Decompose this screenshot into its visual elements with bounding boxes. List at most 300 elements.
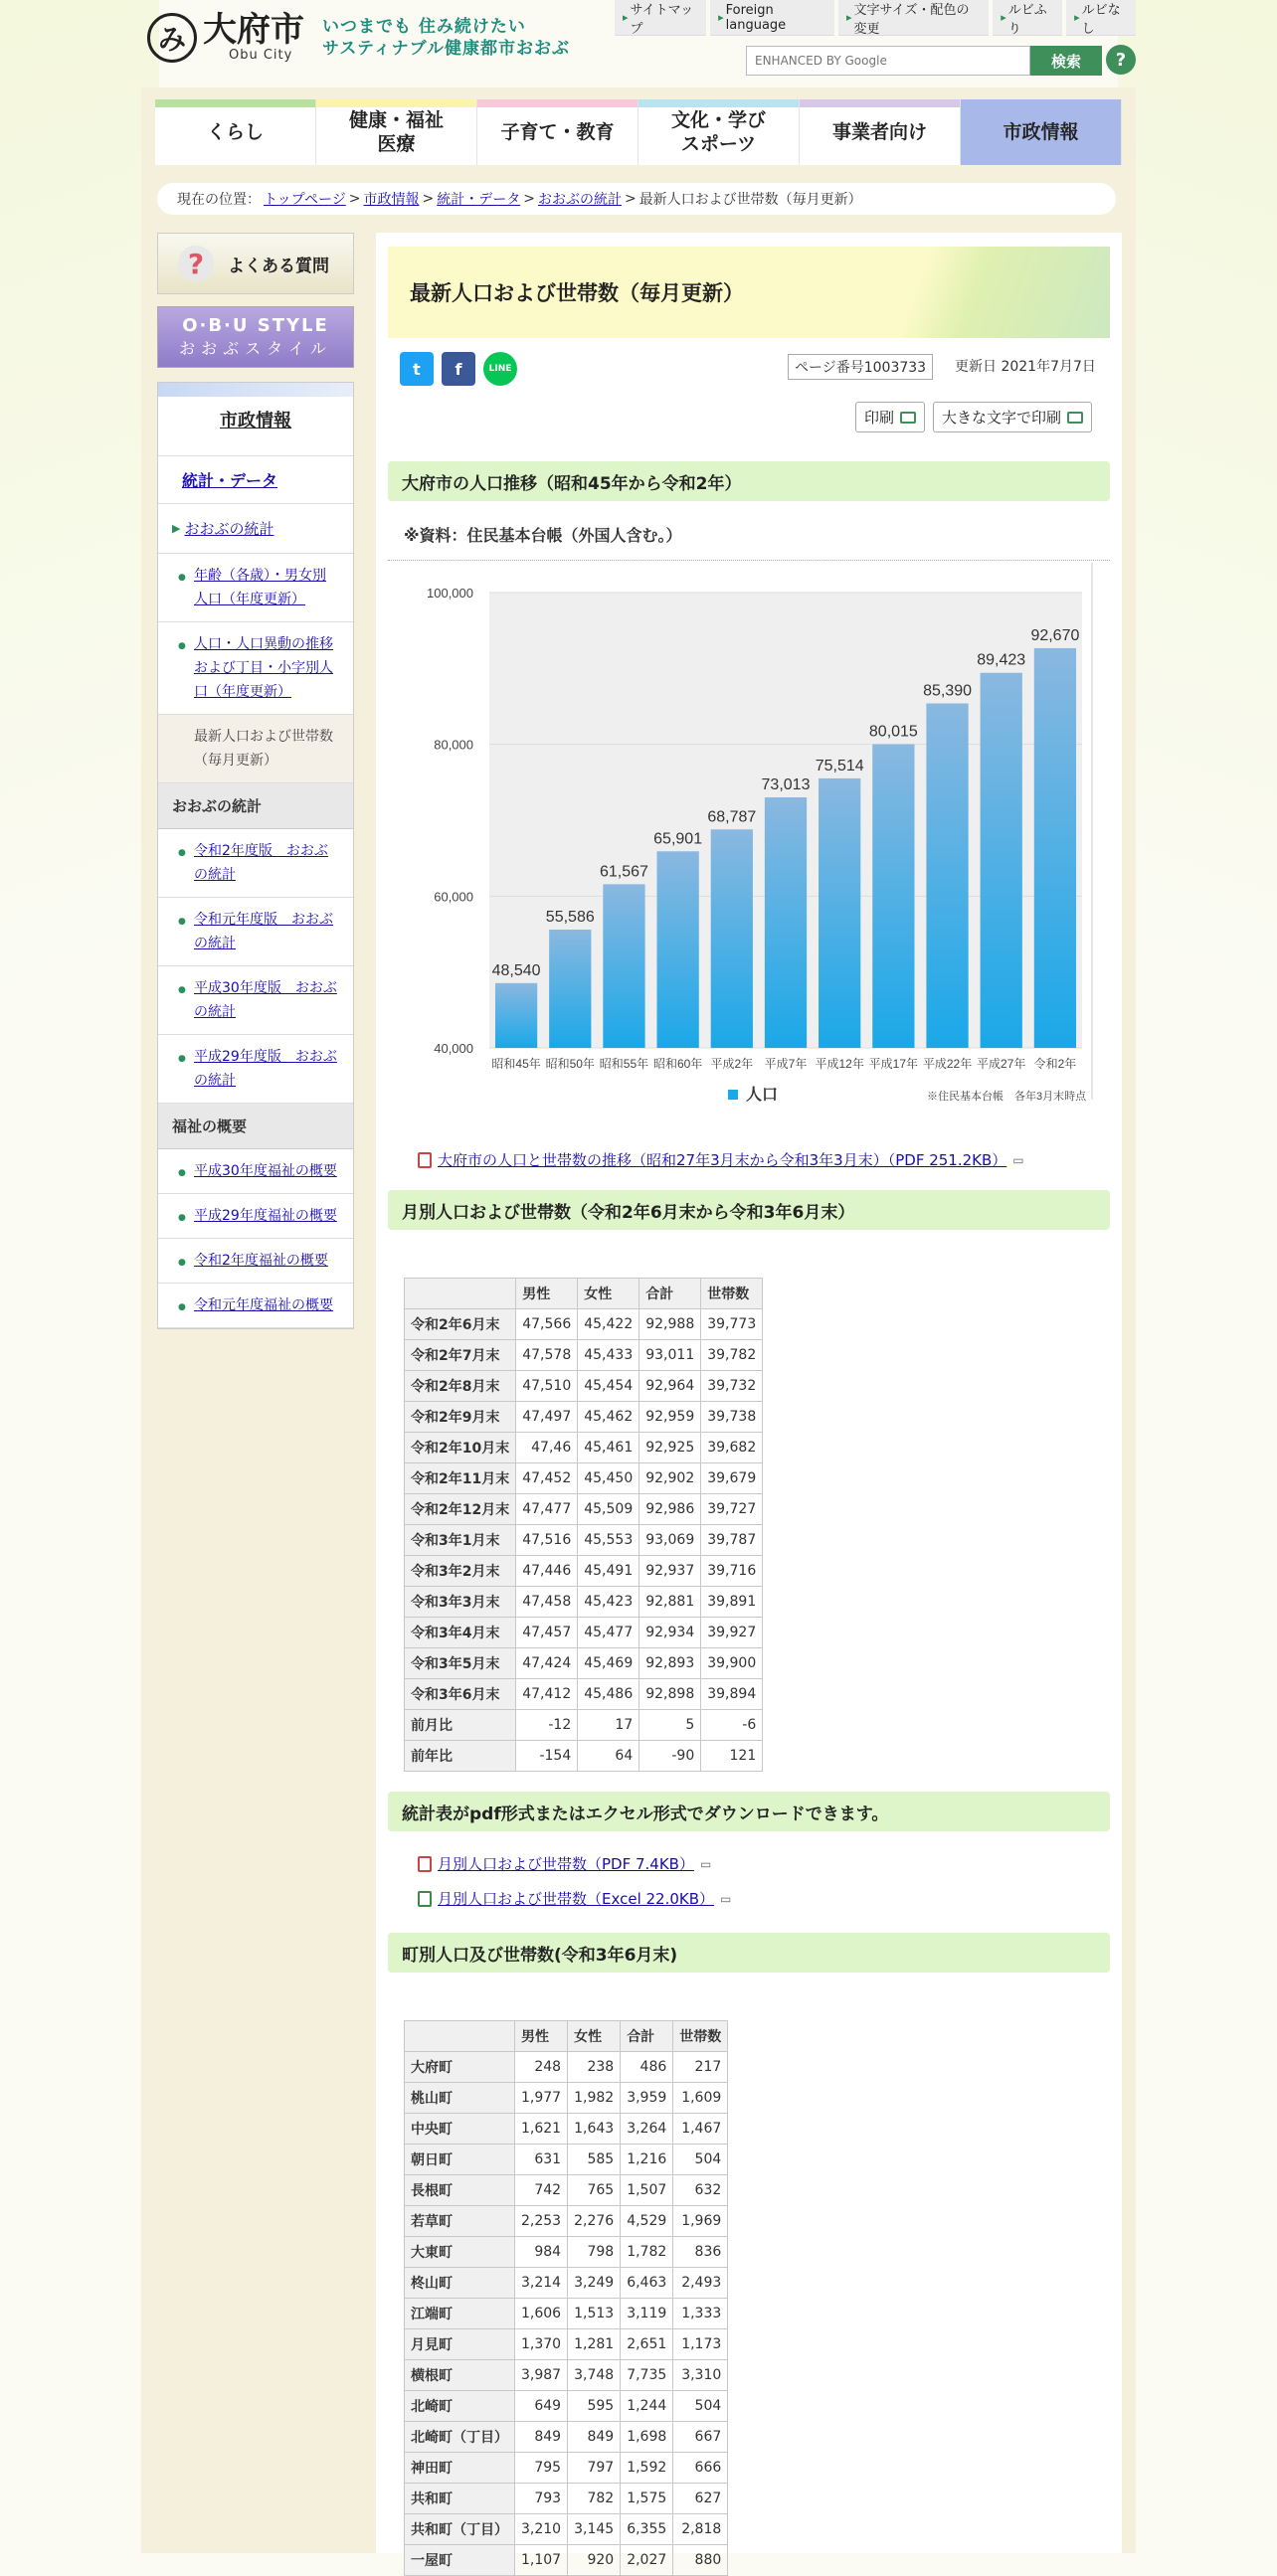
table-cell: 2,651 xyxy=(621,2329,673,2360)
row-header: 令和2年6月末 xyxy=(405,1309,516,1340)
table-cell: -12 xyxy=(516,1710,578,1741)
sidebar-item-welfare-0 xyxy=(158,1149,353,1194)
table-cell: 504 xyxy=(673,2145,728,2175)
gnav-label: 事業者向け xyxy=(831,121,927,143)
row-header: 横根町 xyxy=(405,2360,515,2391)
table-cell: 92,925 xyxy=(639,1433,701,1463)
section-heading: 大府市の人口推移（昭和45年から令和2年） xyxy=(388,461,1110,501)
table-cell: 1,467 xyxy=(673,2114,728,2145)
table-row xyxy=(405,2299,728,2329)
table-cell: 3,264 xyxy=(621,2114,673,2145)
row-header: 神田町 xyxy=(405,2453,515,2484)
row-header: 一屋町 xyxy=(405,2545,515,2576)
table-cell: 45,486 xyxy=(578,1679,639,1710)
table-row xyxy=(405,1710,763,1741)
table-cell: 45,462 xyxy=(578,1402,639,1433)
row-header: 令和3年4月末 xyxy=(405,1618,516,1648)
table-cell: 39,679 xyxy=(701,1463,763,1494)
obu-style-sub: おおぶスタイル xyxy=(179,339,332,358)
table-cell: 3,748 xyxy=(568,2360,621,2391)
y-tick-label: 60,000 xyxy=(434,889,473,905)
table-cell: 782 xyxy=(568,2484,621,2514)
x-tick-label: 平成7年 xyxy=(764,1057,808,1071)
table-cell: 3,959 xyxy=(621,2083,673,2114)
sidebar-link[interactable]: 平成30年度福祉の概要 xyxy=(194,1163,337,1179)
table-cell: 1,698 xyxy=(621,2422,673,2453)
population-bar-chart xyxy=(400,563,1096,1119)
new-window-icon: ▭ xyxy=(1012,1152,1024,1167)
sidebar-item-welfare-1 xyxy=(158,1194,353,1239)
table-row xyxy=(405,2114,728,2145)
table-row xyxy=(405,2268,728,2299)
table-cell: 45,469 xyxy=(578,1648,639,1679)
sidebar-item-stats-1 xyxy=(158,622,353,715)
table-row xyxy=(405,2391,728,2422)
table-header: 女性 xyxy=(578,1279,639,1309)
table-cell: 39,727 xyxy=(701,1494,763,1525)
global-nav xyxy=(155,99,1122,165)
row-header: 北崎町（丁目） xyxy=(405,2422,515,2453)
table-cell: 47,578 xyxy=(516,1340,578,1371)
x-tick-label: 令和2年 xyxy=(1033,1057,1077,1071)
table-cell: 880 xyxy=(673,2545,728,2576)
table-header: 男性 xyxy=(515,2021,568,2052)
table-cell: 121 xyxy=(701,1741,763,1772)
table-cell: 39,716 xyxy=(701,1556,763,1587)
table-cell: 1,782 xyxy=(621,2237,673,2268)
data-label: 55,586 xyxy=(545,909,595,927)
table-cell: 1,107 xyxy=(515,2545,568,2576)
x-tick-label: 昭和45年 xyxy=(491,1057,541,1071)
data-label: 61,567 xyxy=(599,863,648,881)
table-cell: 64 xyxy=(578,1741,639,1772)
row-header: 朝日町 xyxy=(405,2145,515,2175)
table-cell: 1,575 xyxy=(621,2484,673,2514)
local-nav-title[interactable]: 市政情報 xyxy=(158,383,353,456)
table-cell: 92,959 xyxy=(639,1402,701,1433)
question-icon: ? xyxy=(178,246,214,281)
row-header: 大東町 xyxy=(405,2237,515,2268)
sidebar-group-title: 福祉の概要 xyxy=(158,1104,353,1149)
twitter-icon[interactable]: t xyxy=(400,352,434,386)
table-cell: -90 xyxy=(639,1741,701,1772)
table-cell: 45,423 xyxy=(578,1587,639,1618)
gnav-item-3[interactable] xyxy=(638,99,800,165)
bar xyxy=(926,704,968,1048)
table-cell: 631 xyxy=(515,2145,568,2175)
ruby-on-link[interactable]: ▸ ルビふり xyxy=(993,0,1062,36)
sidebar-link[interactable]: 令和2年度福祉の概要 xyxy=(194,1253,328,1269)
table-cell: 92,988 xyxy=(639,1309,701,1340)
gnav-item-1[interactable] xyxy=(316,99,477,165)
print-large-label: 大きな文字で印刷 xyxy=(942,409,1062,427)
print-label: 印刷 xyxy=(864,409,895,427)
faq-banner[interactable] xyxy=(157,233,354,294)
sidebar-link[interactable]: 平成29年度福祉の概要 xyxy=(194,1208,337,1224)
table-cell: 1,643 xyxy=(568,2114,621,2145)
gnav-item-4[interactable] xyxy=(800,99,961,165)
row-header: 令和2年7月末 xyxy=(405,1340,516,1371)
table-row xyxy=(405,2422,728,2453)
row-header: 若草町 xyxy=(405,2206,515,2237)
table-header: 世帯数 xyxy=(701,1279,763,1309)
row-header: 中央町 xyxy=(405,2114,515,2145)
gnav-color-bar xyxy=(477,99,638,107)
table-cell: 45,450 xyxy=(578,1463,639,1494)
table-cell: 2,027 xyxy=(621,2545,673,2576)
table-cell: 1,507 xyxy=(621,2175,673,2206)
bar xyxy=(657,851,699,1048)
sidebar-group-title: おおぶの統計 xyxy=(158,783,353,829)
table-row xyxy=(405,1340,763,1371)
table-cell: 849 xyxy=(515,2422,568,2453)
table-cell: 17 xyxy=(578,1710,639,1741)
x-tick-label: 平成2年 xyxy=(710,1057,754,1071)
row-header: 令和2年9月末 xyxy=(405,1402,516,1433)
row-header: 令和3年6月末 xyxy=(405,1679,516,1710)
table-cell: 765 xyxy=(568,2175,621,2206)
population-chart xyxy=(400,563,1096,1123)
obu-style-banner[interactable] xyxy=(157,306,354,368)
table-cell: 39,891 xyxy=(701,1587,763,1618)
table-cell: 47,452 xyxy=(516,1463,578,1494)
new-window-icon: ▭ xyxy=(699,1856,712,1871)
gnav-label: 健康・福祉 医療 xyxy=(348,109,444,155)
x-tick-label: 昭和50年 xyxy=(545,1057,595,1071)
table-row xyxy=(405,1648,763,1679)
row-header: 令和2年11月末 xyxy=(405,1463,516,1494)
table-cell: 39,773 xyxy=(701,1309,763,1340)
utility-bar xyxy=(615,0,1136,36)
table-cell: 3,987 xyxy=(515,2360,568,2391)
table-cell: 3,249 xyxy=(568,2268,621,2299)
y-tick-label: 100,000 xyxy=(427,586,473,601)
sidebar-link[interactable]: 平成29年度版 おおぶの統計 xyxy=(194,1049,337,1089)
data-label: 89,423 xyxy=(977,651,1026,669)
table-cell: 795 xyxy=(515,2453,568,2484)
line-icon[interactable]: LINE xyxy=(483,352,517,386)
table-row xyxy=(405,2545,728,2576)
table-cell: 45,553 xyxy=(578,1525,639,1556)
breadcrumb-sep: > xyxy=(422,191,435,207)
monthly-population-table xyxy=(404,1278,763,1772)
table-cell: 7,735 xyxy=(621,2360,673,2391)
table-row xyxy=(405,1494,763,1525)
monthly-pdf-link[interactable]: 月別人口および世帯数（PDF 7.4KB） xyxy=(438,1855,694,1873)
legend-swatch xyxy=(728,1090,738,1100)
table-row xyxy=(405,2206,728,2237)
table-cell: 1,606 xyxy=(515,2299,568,2329)
bar xyxy=(495,983,537,1048)
table-cell: 39,787 xyxy=(701,1525,763,1556)
table-cell: 1,977 xyxy=(515,2083,568,2114)
table-cell: 649 xyxy=(515,2391,568,2422)
table-cell: 793 xyxy=(515,2484,568,2514)
row-header: 令和2年12月末 xyxy=(405,1494,516,1525)
data-label: 68,787 xyxy=(707,808,757,826)
pdf-download-item xyxy=(388,1853,1110,1874)
table-cell: 2,493 xyxy=(673,2268,728,2299)
row-header: 柊山町 xyxy=(405,2268,515,2299)
table-row xyxy=(405,2175,728,2206)
facebook-icon[interactable]: f xyxy=(442,352,475,386)
gnav-label: 文化・学び スポーツ xyxy=(670,109,766,155)
table-cell: 1,513 xyxy=(568,2299,621,2329)
table-cell: 5 xyxy=(639,1710,701,1741)
monthly-excel-link[interactable]: 月別人口および世帯数（Excel 22.0KB） xyxy=(438,1890,715,1908)
gnav-item-0[interactable] xyxy=(155,99,316,165)
sidebar-item-stats-0 xyxy=(158,554,353,622)
x-tick-label: 昭和55年 xyxy=(599,1057,649,1071)
local-nav-obu-stats xyxy=(158,504,353,554)
x-tick-label: 平成27年 xyxy=(977,1057,1026,1071)
row-header: 令和2年8月末 xyxy=(405,1371,516,1402)
help-icon[interactable]: ? xyxy=(1106,45,1136,75)
sidebar-item-obu-stats-0 xyxy=(158,829,353,898)
row-header: 前年比 xyxy=(405,1741,516,1772)
x-tick-label: 平成17年 xyxy=(868,1057,919,1071)
sidebar-link[interactable]: 平成30年度版 おおぶの統計 xyxy=(194,980,337,1020)
table-cell: 47,477 xyxy=(516,1494,578,1525)
printer-icon xyxy=(1067,412,1083,424)
row-header: 共和町 xyxy=(405,2484,515,2514)
gnav-item-5[interactable] xyxy=(961,99,1122,165)
data-label: 48,540 xyxy=(491,961,541,979)
table-cell: 39,894 xyxy=(701,1679,763,1710)
print-button[interactable] xyxy=(855,402,925,432)
table-cell: 47,510 xyxy=(516,1371,578,1402)
arrow-icon: ▶ xyxy=(172,522,181,535)
excel-download-item xyxy=(388,1888,1110,1909)
breadcrumb-sep: > xyxy=(624,191,637,207)
sidebar-link[interactable]: 年齢（各歳）・男女別人口（年度更新） xyxy=(194,568,326,607)
table-cell: 47,446 xyxy=(516,1556,578,1587)
row-header: 大府町 xyxy=(405,2052,515,2083)
gnav-color-bar xyxy=(961,99,1121,107)
sidebar-item-welfare-3 xyxy=(158,1284,353,1328)
table-row xyxy=(405,2237,728,2268)
table-cell: 45,491 xyxy=(578,1556,639,1587)
gnav-label: くらし xyxy=(206,121,264,143)
population-history-pdf-link[interactable]: 大府市の人口と世帯数の推移（昭和27年3月末から令和3年3月末）（PDF 251.2KB） xyxy=(438,1151,1007,1169)
gnav-color-bar xyxy=(800,99,960,107)
table-row xyxy=(405,1679,763,1710)
table-cell: 47,46 xyxy=(516,1433,578,1463)
table-cell: 92,964 xyxy=(639,1371,701,1402)
data-label: 80,015 xyxy=(868,723,918,741)
table-row xyxy=(405,2083,728,2114)
gnav-color-bar xyxy=(316,99,476,107)
table-cell: 39,732 xyxy=(701,1371,763,1402)
table-cell: 585 xyxy=(568,2145,621,2175)
table-cell: 92,893 xyxy=(639,1648,701,1679)
row-header: 令和3年3月末 xyxy=(405,1587,516,1618)
table-cell: 92,898 xyxy=(639,1679,701,1710)
section-heading: 統計表がpdf形式またはエクセル形式でダウンロードできます。 xyxy=(388,1792,1110,1831)
ruby-off-link[interactable]: ▸ ルビなし xyxy=(1066,0,1136,36)
table-cell: 4,529 xyxy=(621,2206,673,2237)
table-row xyxy=(405,1741,763,1772)
section-heading: 町別人口及び世帯数(令和3年6月末) xyxy=(388,1933,1110,1973)
bar xyxy=(1034,648,1076,1048)
sidebar-link[interactable]: 令和元年度版 おおぶの統計 xyxy=(194,912,333,951)
page-title: 最新人口および世帯数（毎月更新） xyxy=(388,247,1110,338)
table-cell: 486 xyxy=(621,2052,673,2083)
table-row xyxy=(405,1556,763,1587)
table-header: 女性 xyxy=(568,2021,621,2052)
table-cell: 2,276 xyxy=(568,2206,621,2237)
x-tick-label: 平成22年 xyxy=(922,1057,973,1071)
sidebar-link[interactable]: 令和元年度福祉の概要 xyxy=(194,1297,333,1313)
sidebar xyxy=(157,233,354,1329)
table-cell: 1,244 xyxy=(621,2391,673,2422)
local-nav xyxy=(157,382,354,1329)
breadcrumb-stats[interactable]: 統計・データ xyxy=(437,192,521,208)
table-cell: 798 xyxy=(568,2237,621,2268)
excel-icon xyxy=(418,1891,432,1907)
table-row xyxy=(405,1371,763,1402)
obu-stats-link[interactable]: おおぶの統計 xyxy=(184,520,274,538)
updated-date: 更新日 2021年7月7日 xyxy=(955,359,1096,375)
row-header: 令和3年5月末 xyxy=(405,1648,516,1679)
bar xyxy=(872,745,914,1048)
table-cell: 45,477 xyxy=(578,1618,639,1648)
table-cell: 742 xyxy=(515,2175,568,2206)
search-button[interactable]: 検索 xyxy=(1030,46,1102,76)
faq-label: よくある質問 xyxy=(228,256,329,276)
x-tick-label: 平成12年 xyxy=(815,1057,864,1071)
table-cell: 93,069 xyxy=(639,1525,701,1556)
sidebar-link[interactable]: 令和2年度版 おおぶの統計 xyxy=(194,843,328,883)
section-heading: 月別人口および世帯数（令和2年6月末から令和3年6月末） xyxy=(388,1190,1110,1230)
chart-note: ※住民基本台帳 各年3月末時点 xyxy=(927,1091,1087,1103)
pdf-icon xyxy=(418,1856,432,1872)
tagline-line1: いつまでも 住み続けたい xyxy=(322,17,526,37)
page-number: ページ番号1003733 xyxy=(788,354,933,380)
print-large-button[interactable] xyxy=(933,402,1092,432)
table-row xyxy=(405,2145,728,2175)
table-cell: 45,454 xyxy=(578,1371,639,1402)
table-cell: 1,592 xyxy=(621,2453,673,2484)
table-cell: 504 xyxy=(673,2391,728,2422)
table-cell: 47,497 xyxy=(516,1402,578,1433)
row-header: 前月比 xyxy=(405,1710,516,1741)
table-cell: 627 xyxy=(673,2484,728,2514)
table-cell: -154 xyxy=(516,1741,578,1772)
breadcrumb-sep: > xyxy=(348,191,361,207)
table-cell: 92,986 xyxy=(639,1494,701,1525)
breadcrumb-top[interactable]: トップページ xyxy=(264,192,346,208)
row-header: 共和町（丁目） xyxy=(405,2514,515,2545)
table-cell: 45,461 xyxy=(578,1433,639,1463)
pdf-icon xyxy=(418,1152,432,1168)
bar xyxy=(603,884,644,1048)
table-cell: 92,902 xyxy=(639,1463,701,1494)
new-window-icon: ▭ xyxy=(720,1891,732,1906)
data-label: 65,901 xyxy=(653,830,703,848)
gnav-label: 子育て・教育 xyxy=(500,121,615,143)
table-cell: 632 xyxy=(673,2175,728,2206)
table-cell: 45,509 xyxy=(578,1494,639,1525)
table-cell: 47,458 xyxy=(516,1587,578,1618)
table-cell: 666 xyxy=(673,2453,728,2484)
table-cell: 3,145 xyxy=(568,2514,621,2545)
row-header: 令和3年2月末 xyxy=(405,1556,516,1587)
sidebar-item-obu-stats-1 xyxy=(158,898,353,966)
table-cell: 248 xyxy=(515,2052,568,2083)
table-cell: 47,457 xyxy=(516,1618,578,1648)
gnav-color-bar xyxy=(638,99,799,107)
table-cell: 920 xyxy=(568,2545,621,2576)
legend-label: 人口 xyxy=(746,1087,779,1104)
text-size-link[interactable]: ▸ 文字サイズ・配色の変更 xyxy=(838,0,989,36)
main-content xyxy=(376,233,1122,2569)
site-logo[interactable] xyxy=(147,12,304,63)
table-cell: 1,609 xyxy=(673,2083,728,2114)
sidebar-item-obu-stats-2 xyxy=(158,966,353,1035)
table-cell: 92,934 xyxy=(639,1618,701,1648)
sitemap-link[interactable]: ▸ サイトマップ xyxy=(615,0,706,36)
data-label: 75,514 xyxy=(815,757,864,774)
sidebar-link[interactable]: 人口・人口異動の推移および丁目・小字別人口（年度更新） xyxy=(194,636,333,700)
table-row xyxy=(405,1463,763,1494)
table-row xyxy=(405,2329,728,2360)
table-row xyxy=(405,2453,728,2484)
bar xyxy=(549,930,591,1048)
pdf-download-item xyxy=(388,1149,1110,1170)
table-cell: 1,281 xyxy=(568,2329,621,2360)
breadcrumb xyxy=(157,183,1116,215)
breadcrumb-city-info[interactable]: 市政情報 xyxy=(363,192,420,208)
table-cell: 2,253 xyxy=(515,2206,568,2237)
table-cell: -6 xyxy=(701,1710,763,1741)
tagline-line2: サスティナブル健康都市おおぶ xyxy=(322,39,570,59)
tagline xyxy=(322,16,570,60)
table-cell: 849 xyxy=(568,2422,621,2453)
search-box xyxy=(746,46,1102,76)
table-cell: 39,900 xyxy=(701,1648,763,1679)
table-cell: 238 xyxy=(568,2052,621,2083)
row-header: 長根町 xyxy=(405,2175,515,2206)
row-header: 桃山町 xyxy=(405,2083,515,2114)
table-cell: 47,412 xyxy=(516,1679,578,1710)
printer-icon xyxy=(900,412,916,424)
table-cell: 1,969 xyxy=(673,2206,728,2237)
table-cell: 39,927 xyxy=(701,1618,763,1648)
table-cell: 39,782 xyxy=(701,1340,763,1371)
table-cell: 47,566 xyxy=(516,1309,578,1340)
data-label: 85,390 xyxy=(923,682,973,700)
obu-style-title: O·B·U STYLE xyxy=(182,315,329,336)
y-tick-label: 40,000 xyxy=(434,1041,473,1056)
table-cell: 836 xyxy=(673,2237,728,2268)
table-row xyxy=(405,2484,728,2514)
breadcrumb-obu-stats[interactable]: おおぶの統計 xyxy=(537,192,622,208)
y-tick-label: 80,000 xyxy=(434,737,473,753)
table-cell: 984 xyxy=(515,2237,568,2268)
foreign-language-link[interactable]: ▸ Foreign language xyxy=(710,0,834,36)
row-header: 北崎町 xyxy=(405,2391,515,2422)
table-cell: 3,210 xyxy=(515,2514,568,2545)
x-tick-label: 昭和60年 xyxy=(652,1057,703,1071)
city-name-en: Obu City xyxy=(229,48,293,63)
table-cell: 92,881 xyxy=(639,1587,701,1618)
search-input[interactable] xyxy=(746,46,1030,76)
gnav-item-2[interactable] xyxy=(477,99,638,165)
table-header xyxy=(405,1279,516,1309)
table-header xyxy=(405,2021,515,2052)
category-link[interactable]: 統計・データ xyxy=(182,471,278,490)
